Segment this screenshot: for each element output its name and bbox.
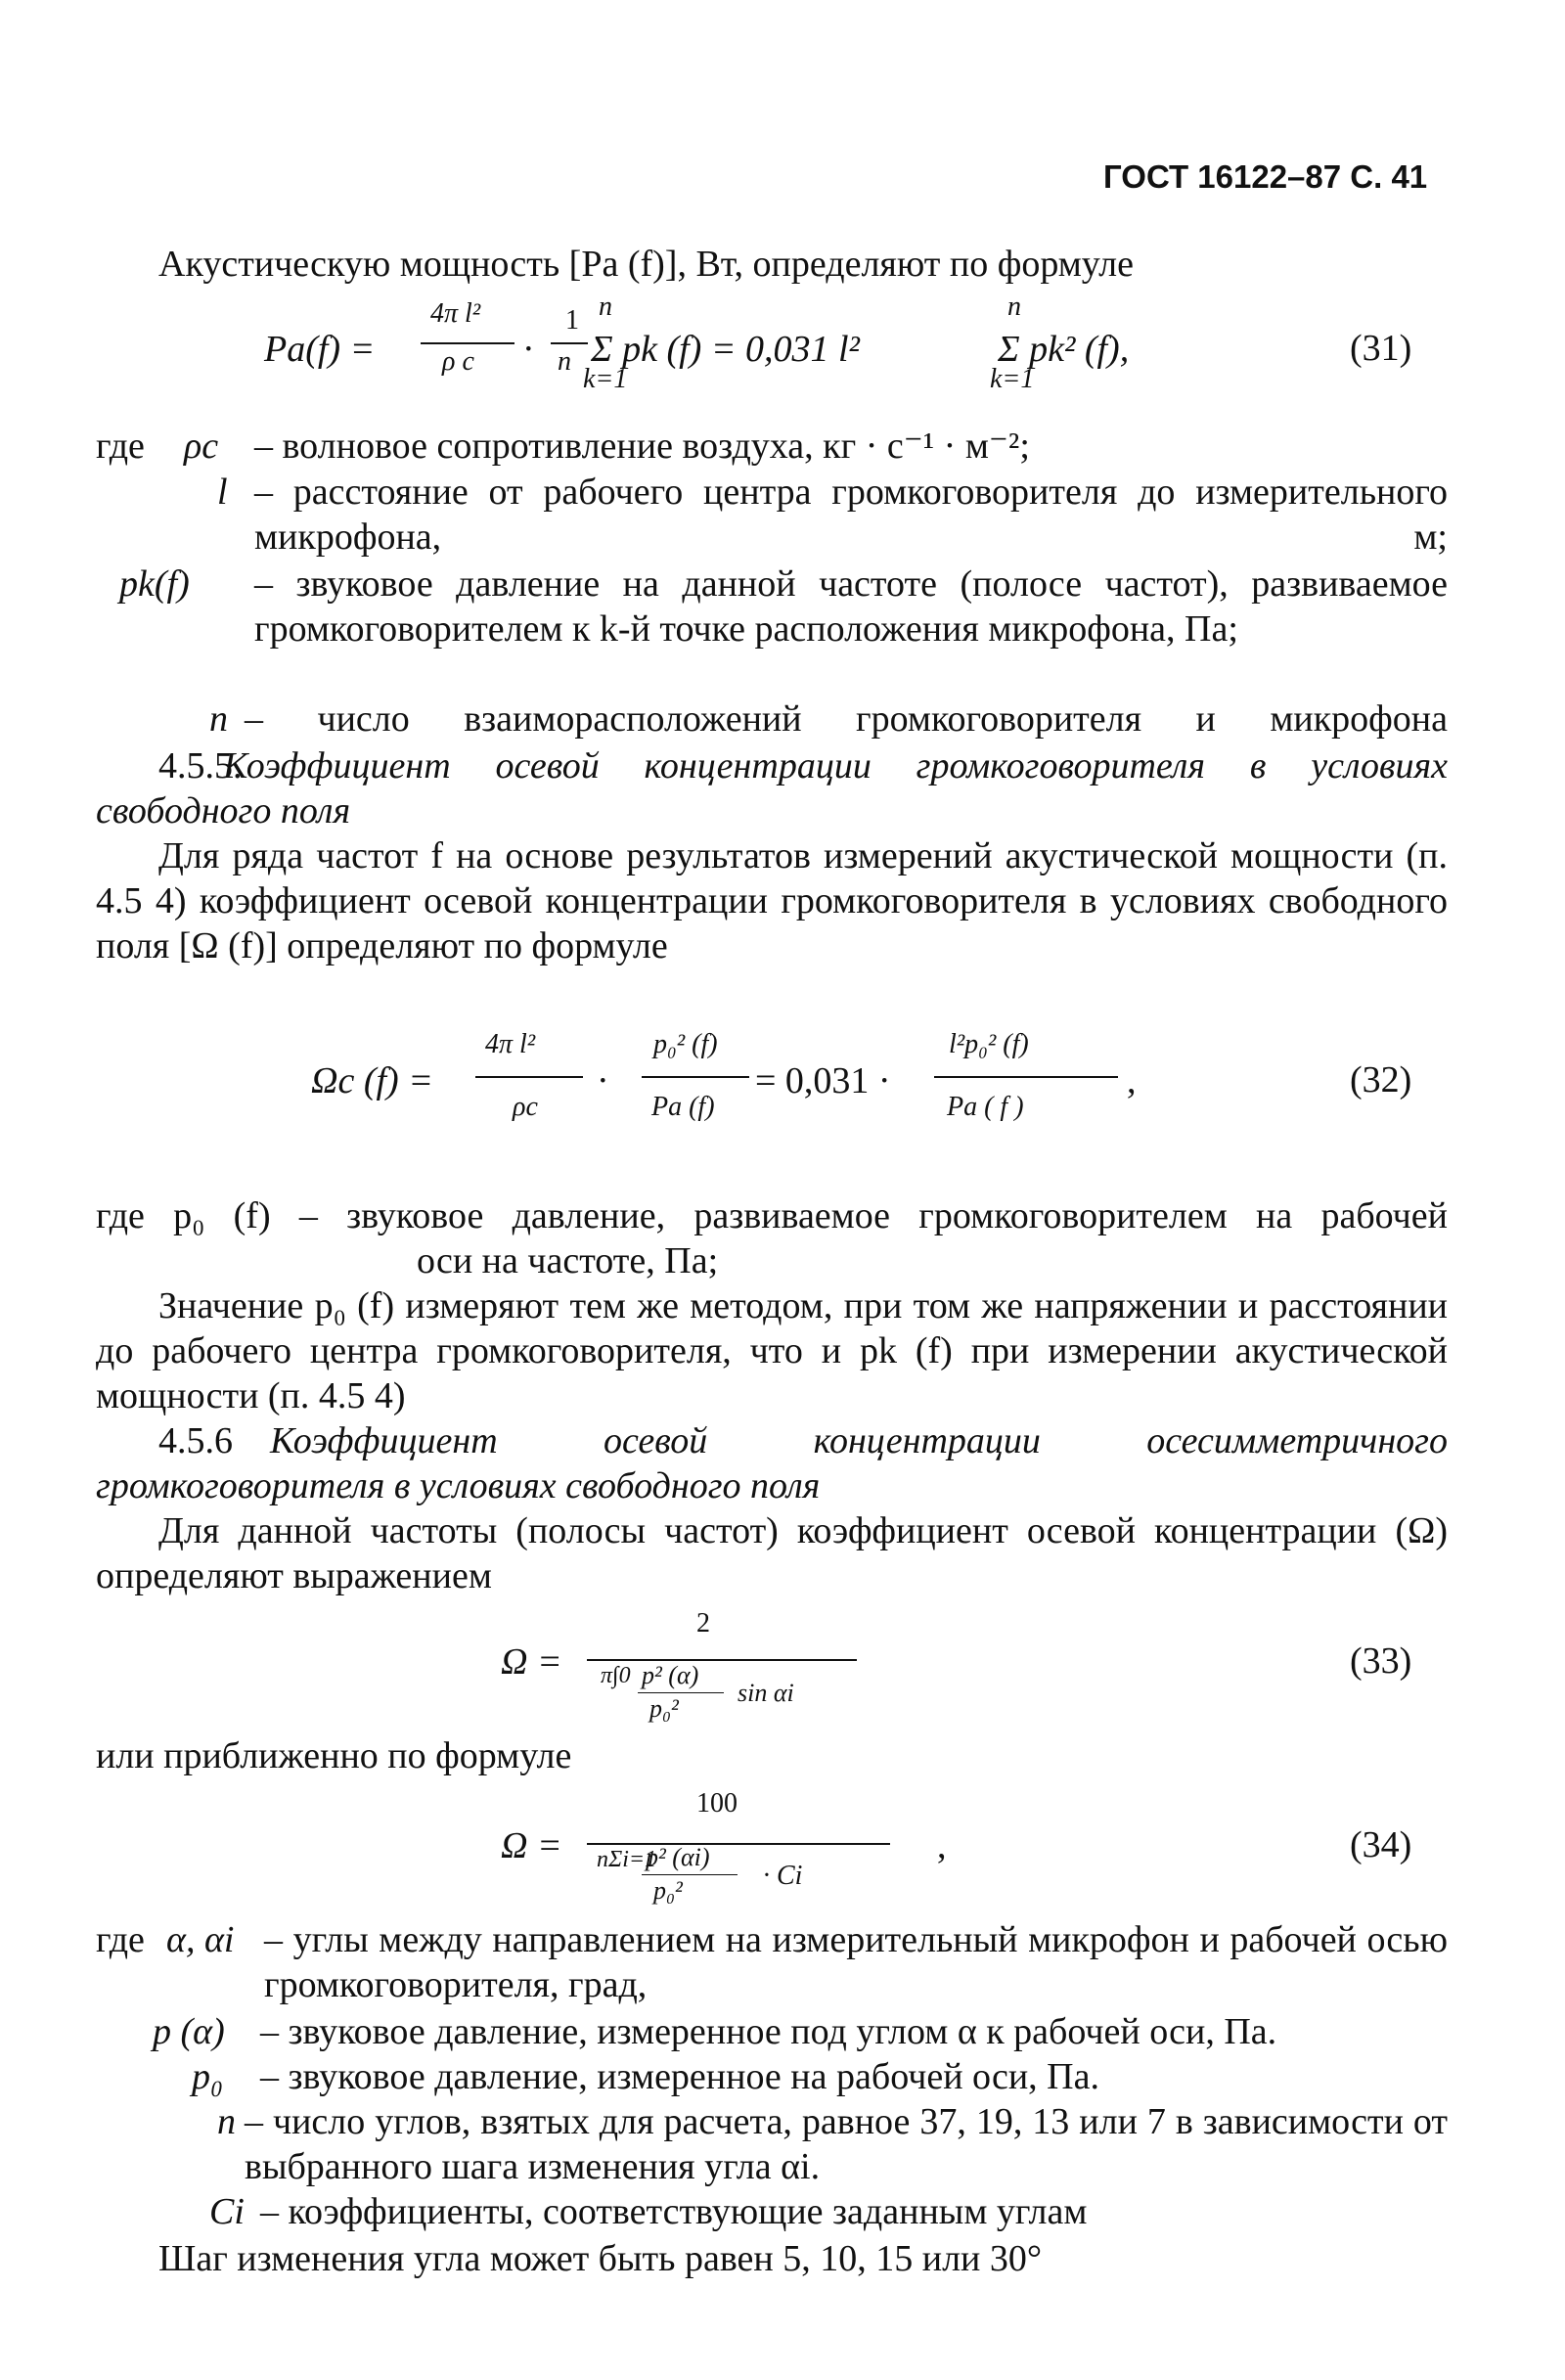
- defs1-sym-3: n: [209, 698, 228, 740]
- defs1-text-2: – звуковое давление на данной частоте (полосе частот), развиваемое громкоговорителем к k-й точке расположения микрофона, Па;: [254, 563, 1448, 650]
- defs3-sym-4: Ci: [209, 2191, 245, 2232]
- eq32-lhs: Ωc (f) =: [311, 1060, 433, 1101]
- approx-text: или приближенно по формуле: [96, 1735, 572, 1776]
- eq34-den-frac-num: p² (αi): [646, 1843, 710, 1871]
- eq31-sum1-top: n: [599, 292, 612, 322]
- eq31-frac1-den: ρ c: [442, 346, 474, 377]
- defs2-line1: где p₀ (f) – звуковое давление, развиваемое громкоговорителем на рабочей: [96, 1195, 1448, 1236]
- eq31-sum1-body: Σ pk (f) = 0,031 l²: [591, 329, 860, 370]
- defs1-sym-0: ρc: [184, 426, 219, 467]
- power-intro-paragraph: Акустическую мощность [Pa (f)], Вт, определяют по формуле: [158, 244, 1134, 285]
- defs3-where: где: [96, 1919, 145, 1960]
- defs3-text-0: – углы между направлением на измерительный микрофон и рабочей осью громкоговорителя, град,: [264, 1919, 1448, 2005]
- defs3-sym-1: p (α): [153, 2011, 225, 2052]
- eq32-f3-den: Pa ( f ): [947, 1092, 1024, 1122]
- defs3-text-2: – звуковое давление, измеренное на рабочей оси, Па.: [260, 2056, 1099, 2097]
- defs3-sym-0: α, αi: [166, 1919, 235, 1960]
- eq33-den-frac-bar: [638, 1692, 724, 1693]
- eq31-dot: ·: [522, 329, 535, 370]
- eq32-f2-den: Pa (f): [651, 1092, 715, 1122]
- eq33-den-tail: sin αi: [738, 1679, 794, 1707]
- eq32-f3-num: l²p₀² (f): [949, 1029, 1029, 1059]
- s455-body: Для ряда частот f на основе результатов измерений акустической мощности (п. 4.5 4) коэффициент осевой концентрации громкоговорителя в условиях свободного поля [Ω (f)] определяют по формуле: [96, 835, 1448, 966]
- eq31-sum1-bot: k=1: [583, 364, 628, 394]
- s456-number: 4.5.6: [158, 1420, 233, 1461]
- eq34-num: 100: [696, 1788, 738, 1819]
- s455-number: 4.5.5.: [158, 745, 243, 786]
- defs1-text-0: – волновое сопротивление воздуха, кг · с⁻¹ · м⁻²;: [254, 426, 1030, 467]
- defs1-sym-2: pk(f): [119, 563, 190, 605]
- eq33-number: (33): [1350, 1640, 1412, 1682]
- eq33-den-int: π∫0: [601, 1663, 631, 1688]
- value-paragraph: Значение p₀ (f) измеряют тем же методом, при том же напряжении и расстоянии до рабочего центра громкоговорителя, что и pk (f) при измерении акустической мощности (п. 4.5 4): [96, 1285, 1448, 1416]
- defs3-sym-2: p₀: [192, 2056, 224, 2097]
- defs3-sym-3: n: [217, 2101, 236, 2142]
- final-paragraph: Шаг изменения угла может быть равен 5, 10, 15 или 30°: [158, 2238, 1043, 2279]
- defs1-where: где: [96, 426, 145, 467]
- eq31-frac2-bar: [551, 342, 588, 344]
- s456-body: Для данной частоты (полосы частот) коэффициент осевой концентрации (Ω) определяют выражением: [96, 1510, 1448, 1596]
- eq31-frac1-bar: [421, 342, 514, 344]
- eq32-mid: = 0,031 ·: [755, 1060, 891, 1101]
- eq32-f1-bar: [475, 1076, 583, 1078]
- eq33-den-frac-den: p₀²: [649, 1694, 679, 1723]
- eq34-lhs: Ω =: [501, 1825, 562, 1866]
- eq34-den-frac-den: p₀²: [653, 1876, 683, 1905]
- defs1-sym-1: l: [217, 472, 228, 513]
- eq31-number: (31): [1350, 328, 1412, 369]
- eq33-bar: [587, 1659, 857, 1661]
- eq31-sum2-bot: k=1: [990, 364, 1035, 394]
- s456-title: Коэффициент осевой концентрации осесимметричного громкоговорителя в условиях свободного поля: [96, 1420, 1448, 1506]
- eq32-tail: ,: [1127, 1060, 1137, 1101]
- eq31-frac2-den: n: [558, 346, 571, 377]
- eq32-f1-den: ρc: [513, 1092, 538, 1122]
- eq34-bar: [587, 1843, 890, 1845]
- eq34-den-frac-bar: [642, 1874, 738, 1875]
- defs1-text-1: – расстояние от рабочего центра громкоговорителя до измерительного микрофона, м;: [254, 472, 1448, 558]
- defs3-text-1: – звуковое давление, измеренное под углом α к рабочей оси, Па.: [260, 2011, 1277, 2052]
- eq32-dot: ·: [597, 1060, 609, 1101]
- eq31-frac1-num: 4π l²: [430, 298, 481, 329]
- eq32-f2-bar: [642, 1076, 749, 1078]
- eq33-lhs: Ω =: [501, 1641, 562, 1683]
- eq31-frac2-num: 1: [565, 305, 579, 336]
- running-header: ГОСТ 16122–87 С. 41: [1103, 158, 1428, 195]
- defs2-line2: оси на частоте, Па;: [417, 1240, 719, 1281]
- eq31-sum2-body: Σ pk² (f),: [998, 329, 1130, 370]
- eq31-lhs: Pa(f) =: [264, 329, 376, 370]
- eq34-tail: ,: [937, 1825, 947, 1866]
- defs3-text-4: – коэффициенты, соответствующие заданным углам: [260, 2191, 1088, 2232]
- eq34-den-tail: · Ci: [763, 1861, 803, 1891]
- eq32-f3-bar: [934, 1076, 1118, 1078]
- eq32-f2-num: p₀² (f): [653, 1029, 718, 1059]
- eq33-den-frac-num: p² (α): [642, 1661, 699, 1689]
- eq34-den-sum: nΣi=1: [597, 1847, 657, 1872]
- eq32-number: (32): [1350, 1059, 1412, 1100]
- eq33-num: 2: [696, 1608, 710, 1639]
- defs1-text-3: – число взаиморасположений громкоговорителя и микрофона: [245, 698, 1448, 740]
- defs3-text-3: – число углов, взятых для расчета, равное 37, 19, 13 или 7 в зависимости от выбранного шага изменения угла αi.: [245, 2101, 1448, 2187]
- s455-title: Коэффициент осевой концентрации громкоговорителя в условиях свободного поля: [96, 745, 1448, 831]
- eq32-f1-num: 4π l²: [485, 1029, 536, 1059]
- eq34-number: (34): [1350, 1824, 1412, 1865]
- eq31-sum2-top: n: [1007, 292, 1021, 322]
